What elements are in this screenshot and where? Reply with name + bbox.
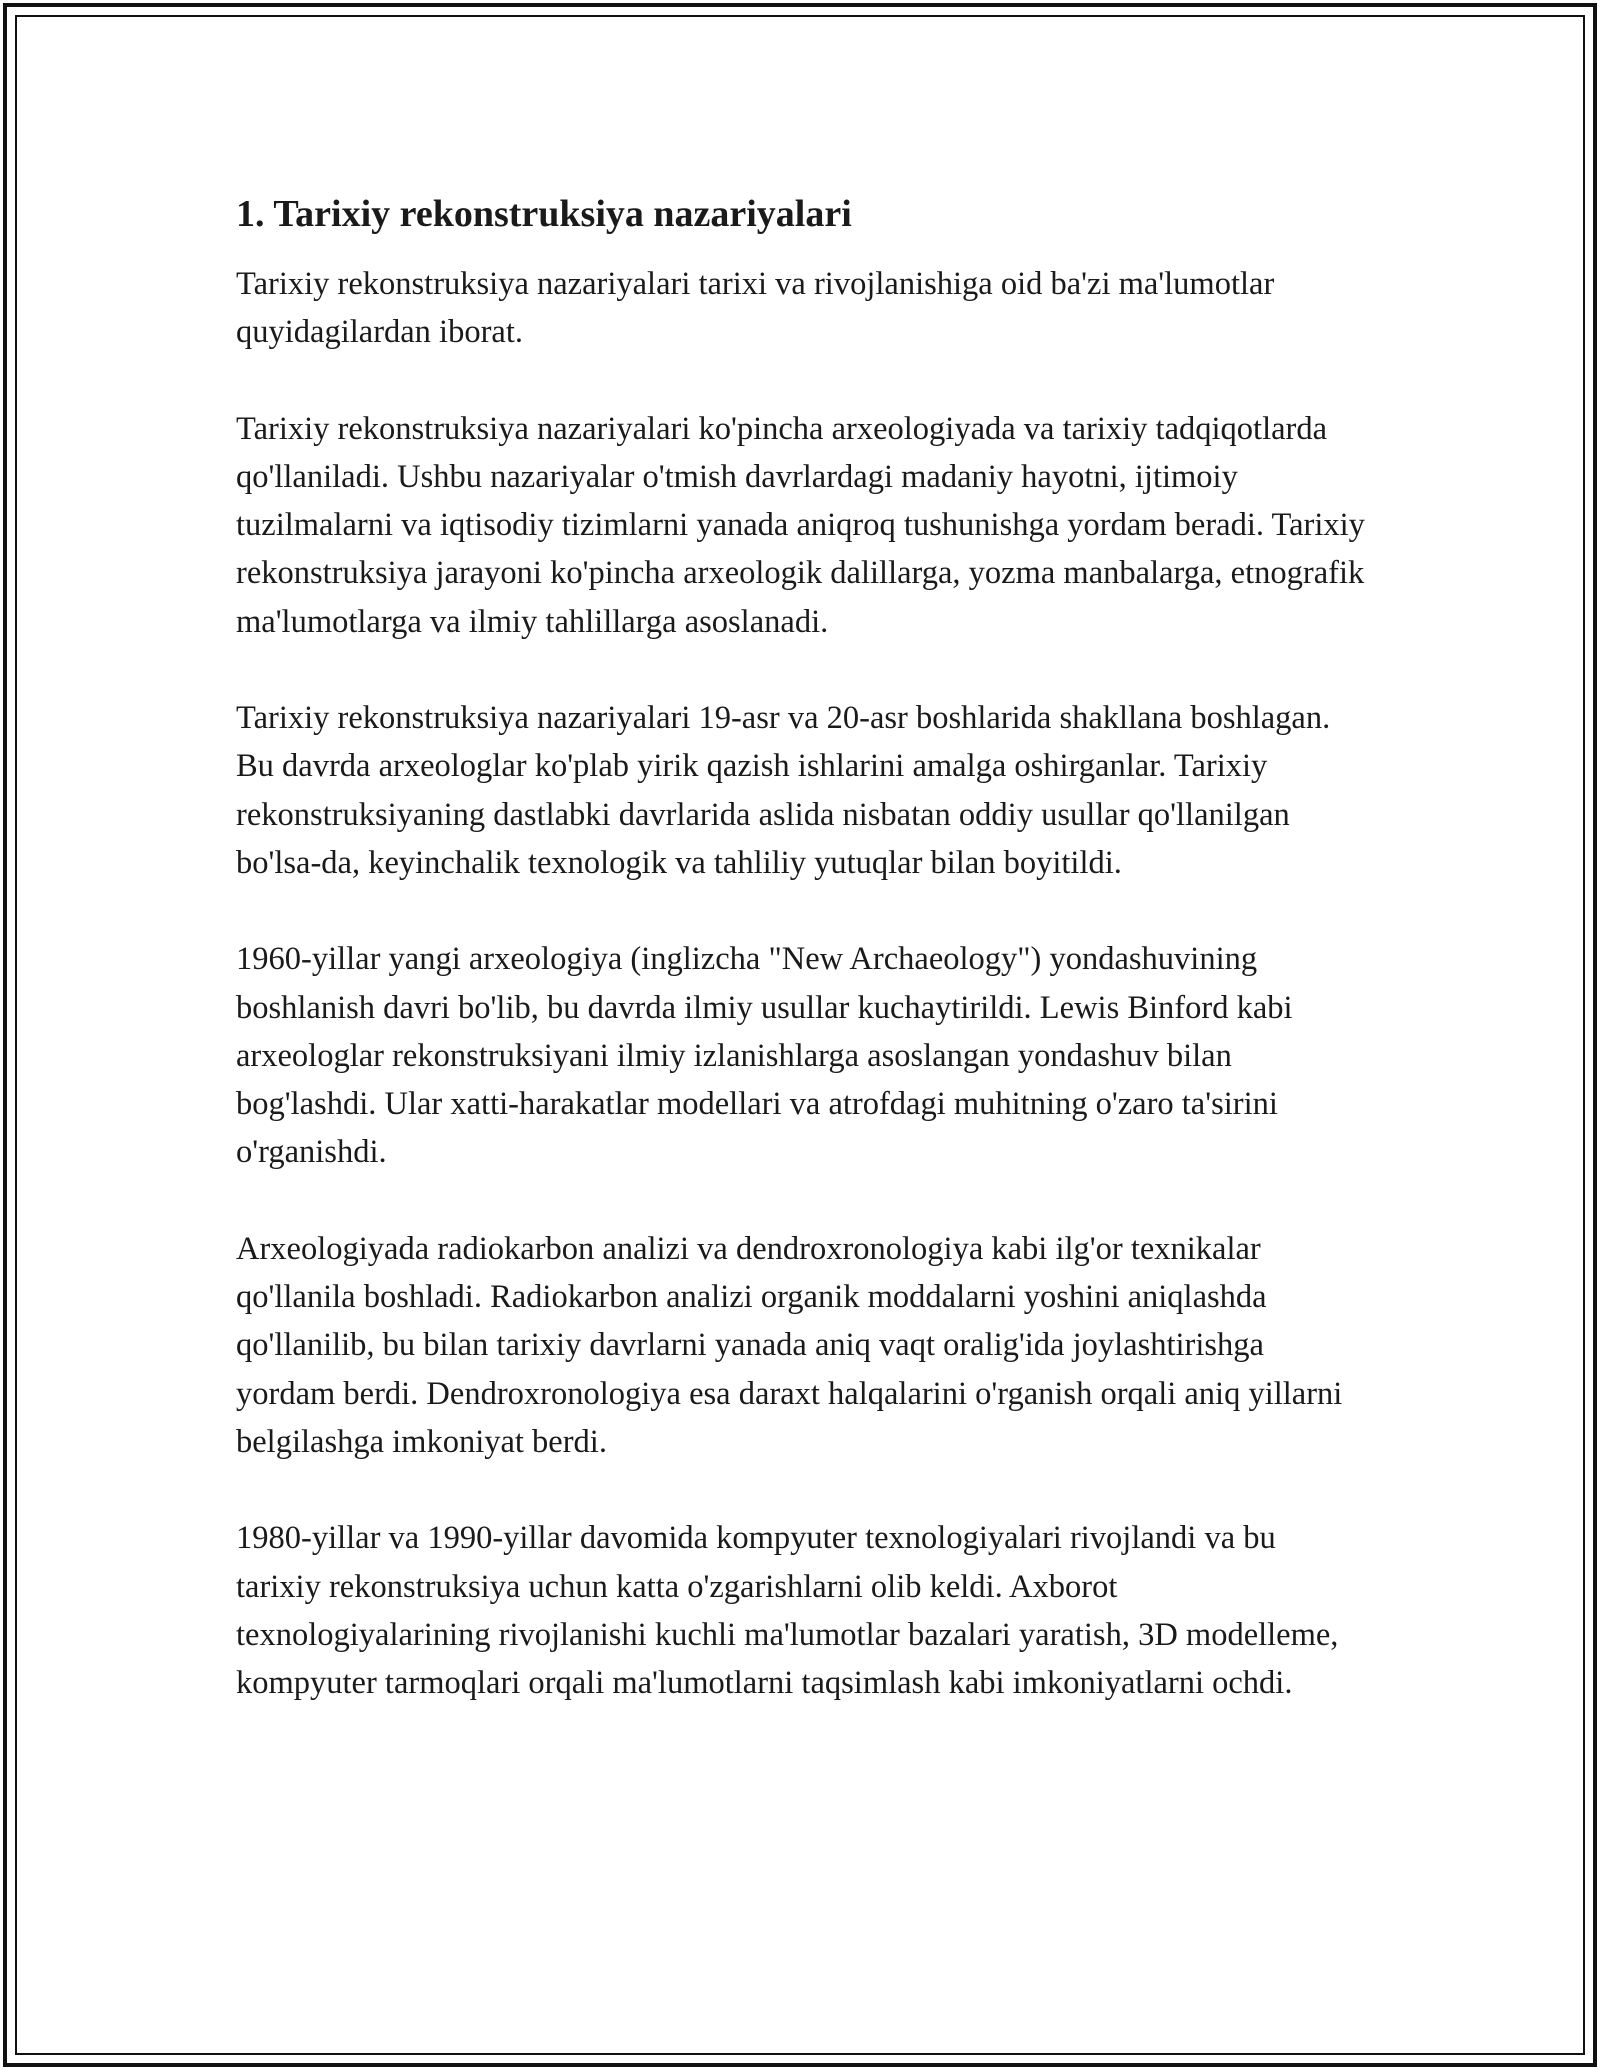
paragraph-application: Tarixiy rekonstruksiya nazariyalari ko'pincha arxeologiyada va tarixiy tadqiqotlarda qo'llaniladi. Ushbu nazariyalar o'tmish davrlardagi madaniy hayotni, ijtimoiy tuzilmalarni va iqtisodiy tizimlarni yanada aniqroq tushunishga yordam beradi. Tarixiy rekonstruksiya jarayoni ko'pincha arxeologik dalillarga, yozma manbalarga, etnografik ma'lumotlarga va ilmiy tahlillarga asoslanadi.: [236, 410, 1365, 640]
paragraph-dating-techniques: Arxeologiyada radiokarbon analizi va dendroxronologiya kabi ilg'or texnikalar qo'llanila boshladi. Radiokarbon analizi organik moddalarni yoshini aniqlashda qo'llanilib, bu bilan tarixiy davrlarni yanada aniq vaqt oralig'ida joylashtirishga yordam berdi. Dendroxronologiya esa daraxt halqalarini o'rganish orqali aniq yillarni belgilashga imkoniyat berdi.: [236, 1230, 1343, 1460]
section-heading: 1. Tarixiy rekonstruksiya nazariyalari: [236, 193, 852, 235]
paragraph-intro: Tarixiy rekonstruksiya nazariyalari tarixi va rivojlanishiga oid ba'zi ma'lumotlar quyidagilardan iborat.: [236, 266, 1275, 351]
paragraph-origins: Tarixiy rekonstruksiya nazariyalari 19-asr va 20-asr boshlarida shakllana boshlagan. Bu davrda arxeologlar ko'plab yirik qazish ishlarini amalga oshirganlar. Tarixiy rekonstruksiyaning dastlabki davrlarida aslida nisbatan oddiy usullar qo'llanilgan bo'lsa-da, keyinchalik texnologik va tahliliy yutuqlar bilan boyitildi.: [236, 700, 1331, 881]
paragraph-new-archaeology: 1960-yillar yangi arxeologiya (inglizcha "New Archaeology") yondashuvining boshlanish davri bo'lib, bu davrda ilmiy usullar kuchaytirildi. Lewis Binford kabi arxeologlar rekonstruksiyani ilmiy izlanishlarga asoslangan yondashuv bilan bog'lashdi. Ular xatti-harakatlar modellari va atrofdagi muhitning o'zaro ta'sirini o'rganishdi.: [236, 941, 1293, 1171]
paragraph-computer-technology: 1980-yillar va 1990-yillar davomida kompyuter texnologiyalari rivojlandi va bu tarixiy rekonstruksiya uchun katta o'zgarishlarni olib keldi. Axborot texnologiyalarining rivojlanishi kuchli ma'lumotlar bazalari yaratish, 3D modelleme, kompyuter tarmoqlari orqali ma'lumotlarni taqsimlash kabi imkoniyatlarni ochdi.: [236, 1520, 1339, 1702]
document-body: [236, 188, 1366, 1755]
